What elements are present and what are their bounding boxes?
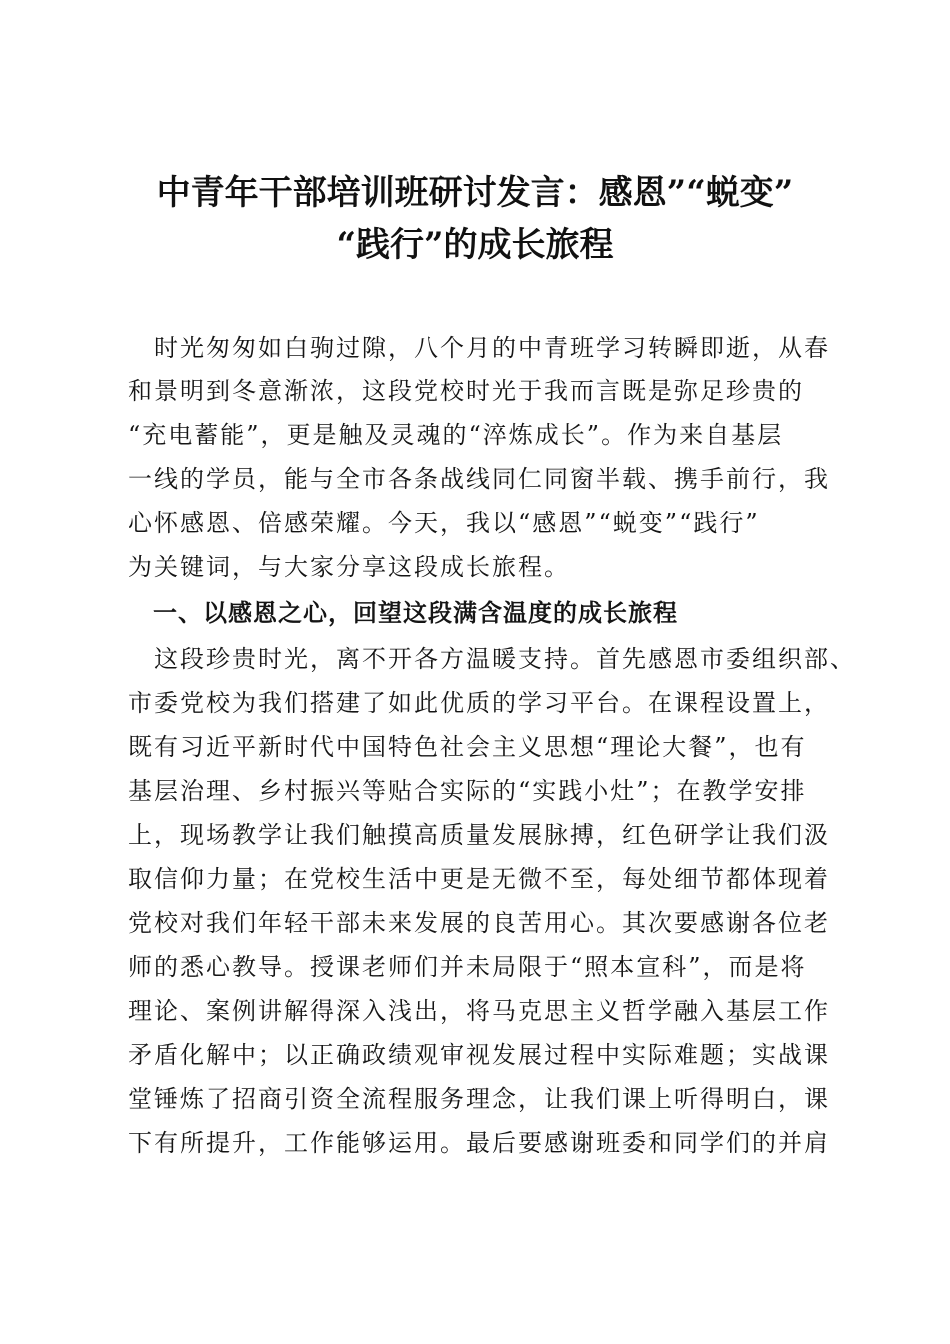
document-title-line-2: “践行”的成长旅程: [336, 225, 614, 265]
paragraph-2-line: 下有所提升，工作能够运用。最后要感谢班委和同学们的并肩: [128, 1129, 830, 1157]
paragraph-2-line: 基层治理、乡村振兴等贴合实际的“实践小灶”；在教学安排: [128, 777, 807, 805]
paragraph-2-line: 上，现场教学让我们触摸高质量发展脉搏，红色研学让我们汲: [128, 821, 830, 849]
paragraph-1-line: 时光匆匆如白驹过隙，八个月的中青班学习转瞬即逝，从春: [128, 334, 830, 362]
paragraph-2-line: 党校对我们年轻干部未来发展的良苦用心。其次要感谢各位老: [128, 909, 830, 937]
paragraph-1-line: 为关键词，与大家分享这段成长旅程。: [128, 553, 570, 581]
paragraph-2-line: 既有习近平新时代中国特色社会主义思想“理论大餐”，也有: [128, 733, 807, 761]
paragraph-2-line: 堂锤炼了招商引资全流程服务理念，让我们课上听得明白，课: [128, 1085, 830, 1113]
paragraph-1-line: 心怀感恩、倍感荣耀。今天，我以“感恩”“蜕变”“践行”: [128, 509, 760, 537]
paragraph-2-line: 师的悉心教导。授课老师们并未局限于“照本宣科”，而是将: [128, 953, 807, 981]
section-heading: 一、以感恩之心，回望这段满含温度的成长旅程: [128, 599, 678, 627]
paragraph-2-line: 取信仰力量；在党校生活中更是无微不至，每处细节都体现着: [128, 865, 830, 893]
paragraph-2-line: 这段珍贵时光，离不开各方温暖支持。首先感恩市委组织部、: [128, 645, 856, 673]
paragraph-2-line: 理论、案例讲解得深入浅出，将马克思主义哲学融入基层工作: [128, 997, 830, 1025]
paragraph-2-line: 市委党校为我们搭建了如此优质的学习平台。在课程设置上，: [128, 689, 830, 717]
document-title-line-1: 中青年干部培训班研讨发言：感恩”“蜕变”: [156, 173, 794, 213]
paragraph-1-line: “充电蓄能”，更是触及灵魂的“淬炼成长”。作为来自基层: [128, 421, 784, 449]
paragraph-2-line: 矛盾化解中；以正确政绩观审视发展过程中实际难题；实战课: [128, 1041, 830, 1069]
paragraph-1-line: 和景明到冬意渐浓，这段党校时光于我而言既是弥足珍贵的: [128, 377, 804, 405]
paragraph-1-line: 一线的学员，能与全市各条战线同仁同窗半载、携手前行，我: [128, 465, 830, 493]
